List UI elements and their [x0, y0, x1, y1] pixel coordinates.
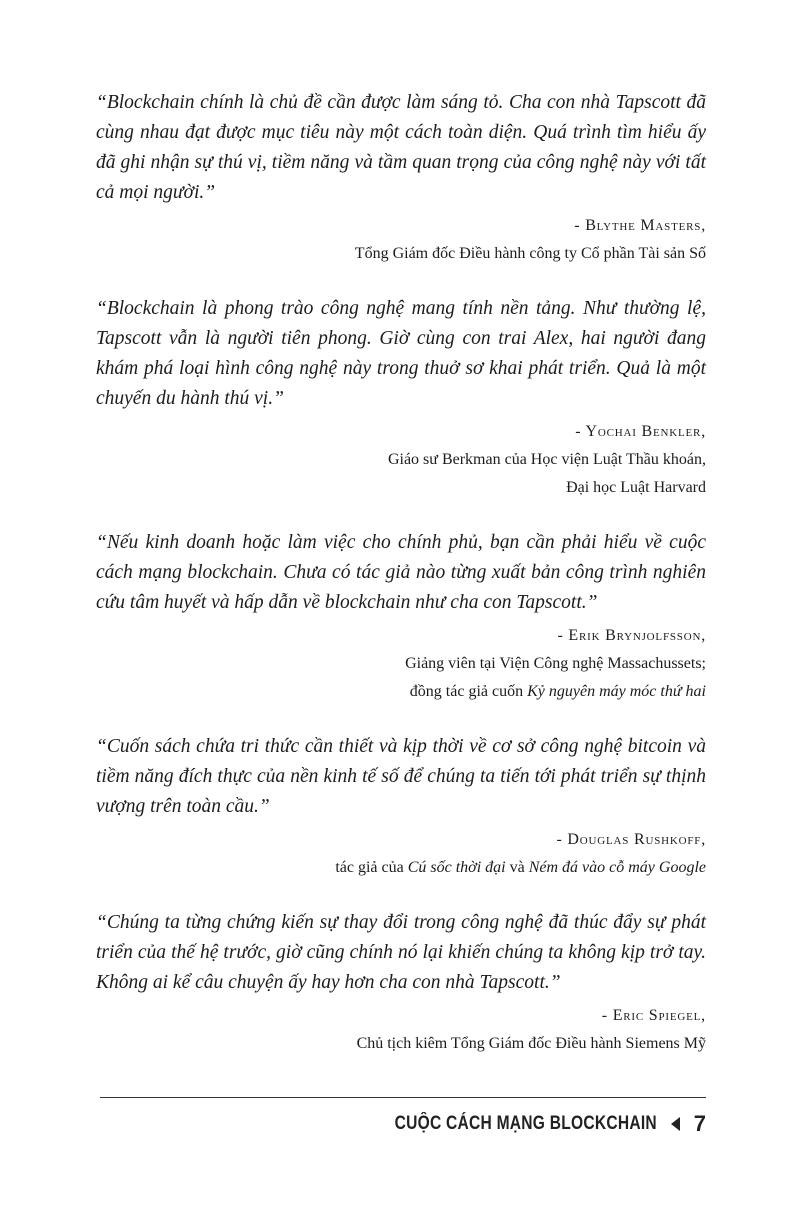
attribution [96, 622, 706, 706]
quote-author: - Douglas Rushkoff, [556, 831, 706, 848]
author-role: Tổng Giám đốc Điều hành công ty Cổ phần Tài sản Số [354, 245, 706, 262]
quote-text: “Cuốn sách chứa tri thức cần thiết và kịp thời về cơ sở công nghệ bitcoin và tiềm năng đích thực của nền kinh tế số để chúng ta tiến tới phát triển sự thịnh vượng trên toàn cầu.” [96, 736, 706, 817]
page-number: 7 [693, 1111, 706, 1136]
page-content [96, 88, 706, 1084]
quote-text: “Chúng ta từng chứng kiến sự thay đổi trong công nghệ đã thúc đẩy sự phát triển của thế hệ trước, giờ cũng chính nó lại khiến chúng ta không kịp trở tay. Không ai kể câu chuyện ấy hay hơn cha con nhà Tapscott.” [96, 912, 706, 993]
triangle-left-icon [671, 1117, 680, 1131]
book-title: Ném đá vào cỗ máy Google [528, 859, 706, 876]
footer-rule [100, 1097, 706, 1098]
book-title: Cú sốc thời đại [407, 859, 506, 876]
author-role: Giảng viên tại Viện Công nghệ Massachussets; [405, 655, 706, 672]
author-role [96, 854, 706, 882]
quote-text: “Nếu kinh doanh hoặc làm việc cho chính phủ, bạn cần phải hiểu về cuộc cách mạng blockchain. Chưa có tác giả nào từng xuất bản công trình nghiên cứu tâm huyết và hấp dẫn về blockchain như cha con Tapscott.” [96, 532, 706, 613]
author-affiliation: Đại học Luật Harvard [566, 479, 706, 496]
quote-author: - Yochai Benkler, [575, 423, 706, 440]
attribution [96, 418, 706, 502]
attribution [96, 826, 706, 882]
quote-author: - Erik Brynjolfsson, [557, 627, 706, 644]
running-title: CUỘC CÁCH MẠNG BLOCKCHAIN [394, 1113, 657, 1134]
quote-text: “Blockchain chính là chủ đề cần được làm sáng tỏ. Cha con nhà Tapscott đã cùng nhau đạt được mục tiêu này một cách toàn diện. Quá trình tìm hiểu ấy đã ghi nhận sự thú vị, tiềm năng và tầm quan trọng của công nghệ này với tất cả mọi người.” [96, 92, 706, 203]
role-conjunction: và [505, 859, 529, 876]
book-title: Kỷ nguyên máy móc thứ hai [527, 683, 706, 700]
page-footer [337, 1107, 706, 1141]
author-role: Giáo sư Berkman của Học viện Luật Thầu khoán, [387, 451, 706, 468]
quote-block [96, 908, 706, 1058]
book-prefix: đồng tác giả cuốn [409, 683, 528, 700]
role-prefix: tác giả của [335, 859, 408, 876]
quote-author: - Blythe Masters, [574, 217, 706, 234]
attribution [96, 1002, 706, 1058]
quote-block [96, 88, 706, 268]
quote-block [96, 528, 706, 706]
quote-block [96, 294, 706, 502]
author-book [96, 678, 706, 706]
quote-text: “Blockchain là phong trào công nghệ mang tính nền tảng. Như thường lệ, Tapscott vẫn là người tiên phong. Giờ cùng con trai Alex, hai người đang khám phá loại hình công nghệ này trong thuở sơ khai phát triển. Quả là một chuyến du hành thú vị.” [96, 298, 706, 409]
author-role: Chủ tịch kiêm Tổng Giám đốc Điều hành Siemens Mỹ [356, 1035, 706, 1052]
quote-author: - Eric Spiegel, [601, 1007, 706, 1024]
attribution [96, 212, 706, 268]
quote-block [96, 732, 706, 882]
